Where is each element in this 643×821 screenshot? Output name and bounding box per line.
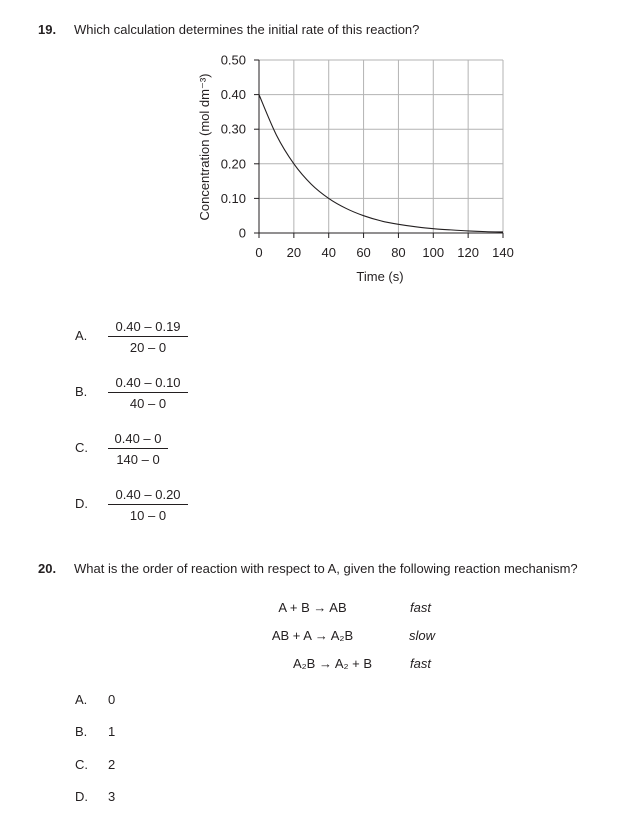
mechanism-step-3-equation: A₂B → A₂ + B xyxy=(292,656,373,671)
option-c-denominator: 140 – 0 xyxy=(116,452,160,467)
option-a-fraction[interactable] xyxy=(108,319,188,355)
option-b-denominator: 40 – 0 xyxy=(129,396,167,411)
y-tick-label-0.20: 0.20 xyxy=(220,156,246,172)
option-b-numerator: 0.40 – 0.10 xyxy=(108,375,188,393)
x-tick-label-80: 80 xyxy=(391,245,406,260)
series-line-concentration xyxy=(259,95,503,232)
option-b-fraction[interactable] xyxy=(108,375,188,411)
x-tick-label-100: 100 xyxy=(422,245,445,260)
question-20-text: What is the order of reaction with respect to A, given the following reaction mechanism? xyxy=(74,561,578,576)
option-c-letter[interactable]: C. xyxy=(75,440,88,455)
option-d-fraction[interactable] xyxy=(108,487,188,523)
chart-series xyxy=(259,95,503,232)
q20-option-b-letter[interactable]: B. xyxy=(75,724,88,739)
question-19-text: Which calculation determines the initial rate of this reaction? xyxy=(74,22,420,37)
mechanism-step-1-speed: fast xyxy=(410,600,431,615)
chart-axes xyxy=(259,60,503,233)
x-tick-label-20: 20 xyxy=(286,245,302,260)
x-tick-label-0: 0 xyxy=(255,245,263,260)
option-d-denominator: 10 – 0 xyxy=(129,508,167,523)
q20-option-d-letter[interactable]: D. xyxy=(75,789,88,804)
y-tick-label-0.50: 0.50 xyxy=(220,52,246,68)
x-tick-label-60: 60 xyxy=(356,245,371,260)
option-c-fraction[interactable] xyxy=(108,431,168,467)
question-20-number: 20. xyxy=(38,561,57,576)
mechanism-step-1-equation: A + B → AB xyxy=(278,600,347,615)
x-tick-label-140: 140 xyxy=(492,245,514,260)
q20-option-a-value[interactable]: 0 xyxy=(108,692,116,707)
mechanism-step-2-speed: slow xyxy=(409,628,436,643)
q20-option-d-value[interactable]: 3 xyxy=(108,789,116,804)
option-b-letter[interactable]: B. xyxy=(75,384,88,399)
x-tick-label-40: 40 xyxy=(321,245,336,260)
option-a-denominator: 20 – 0 xyxy=(129,340,167,355)
chart-ticks xyxy=(221,53,514,261)
q20-option-b-value[interactable]: 1 xyxy=(108,724,116,739)
question-19-number: 19. xyxy=(38,22,57,37)
option-d-letter[interactable]: D. xyxy=(75,496,88,511)
option-c-numerator: 0.40 – 0 xyxy=(108,431,168,449)
y-tick-label-0.30: 0.30 xyxy=(220,121,246,137)
y-axis-label: Concentration (mol dm⁻³) xyxy=(197,73,212,221)
option-a-numerator: 0.40 – 0.19 xyxy=(108,319,188,337)
q20-option-c-value[interactable]: 2 xyxy=(108,757,116,772)
x-tick-label-120: 120 xyxy=(457,245,479,260)
y-tick-label-0: 0 xyxy=(238,225,246,241)
q20-option-a-letter[interactable]: A. xyxy=(75,692,88,707)
chart-grid xyxy=(259,60,503,233)
option-a-letter[interactable]: A. xyxy=(75,328,88,343)
concentration-time-chart xyxy=(0,0,643,300)
y-tick-label-0.10: 0.10 xyxy=(220,190,246,206)
y-tick-label-0.40: 0.40 xyxy=(220,87,246,103)
x-axis-label: Time (s) xyxy=(356,269,404,284)
mechanism-step-3-speed: fast xyxy=(410,656,431,671)
q20-option-c-letter[interactable]: C. xyxy=(75,757,88,772)
mechanism-step-2-equation: AB + A → A₂B xyxy=(271,628,354,643)
option-d-numerator: 0.40 – 0.20 xyxy=(108,487,188,505)
